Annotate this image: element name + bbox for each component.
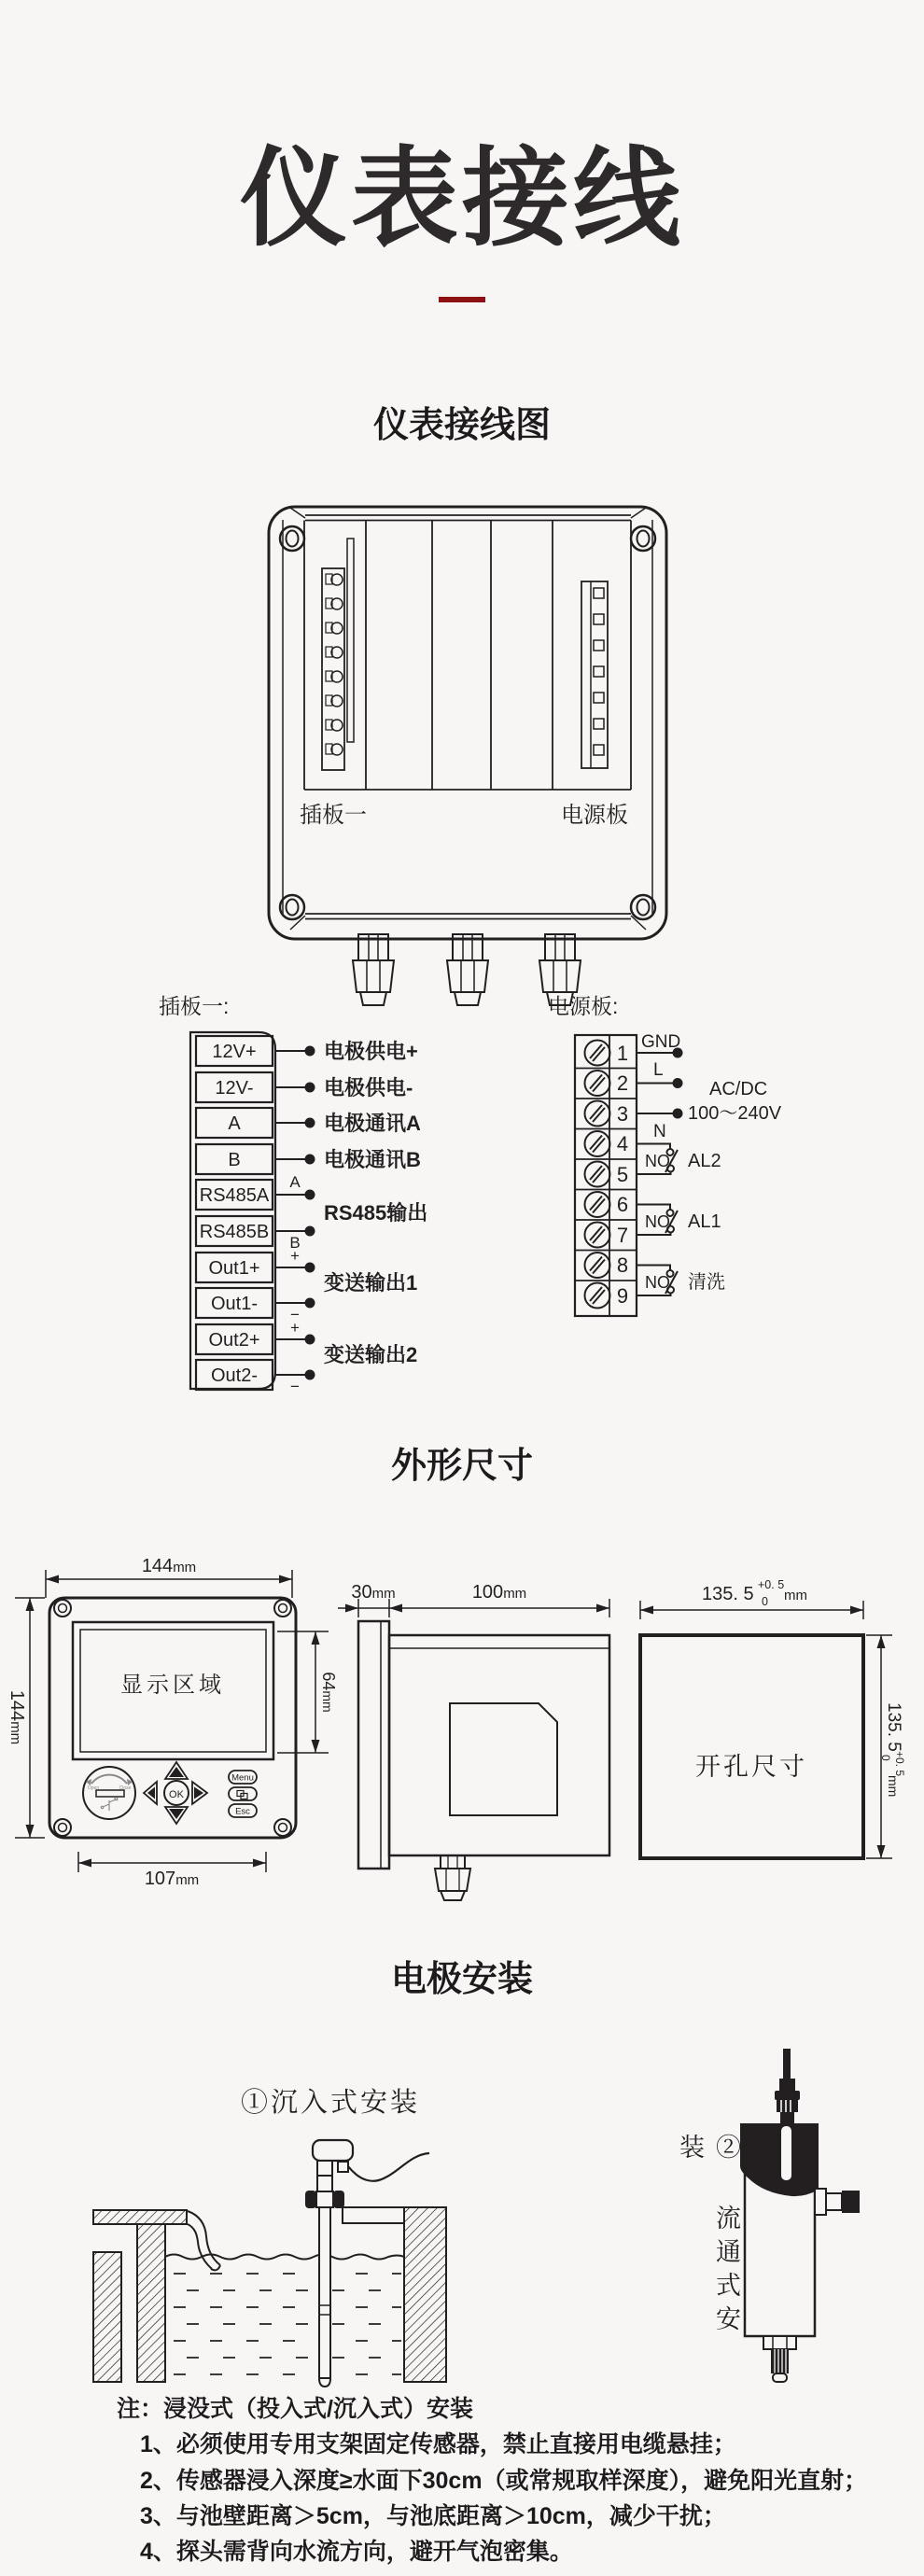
immersion-install-title: ①沉入式安装 [241,2086,421,2118]
wiring-box-diagram [252,499,681,1013]
svg-text:mm: mm [886,1775,901,1798]
inlet-pipe [188,2211,220,2270]
label-comm-a: 电极通讯A [324,1112,421,1135]
relay-clean [637,1266,725,1296]
bottom-width-dim: 107mm [144,1869,200,1889]
neutral-label: N [653,1122,666,1141]
menu-label: Menu [231,1772,254,1784]
svg-text:1: 1 [616,1042,629,1065]
power-board-terminal-strip [581,581,608,768]
cap-slot [781,2126,791,2180]
svg-text:7: 7 [616,1224,629,1247]
wire-marks [289,1173,301,1395]
tank-left-wall [137,2224,165,2382]
bezel-depth-dim: 30mm [351,1582,396,1603]
terminal-a: A [228,1113,241,1134]
display-area-label: 显示区域 [120,1672,225,1698]
dimensions-heading: 外形尺寸 [390,1447,533,1486]
dimension-drawings [0,1531,924,1904]
mark-a: A [289,1173,301,1191]
side-buttons [229,1771,257,1817]
cutout-label: 开孔尺寸 [695,1753,807,1782]
relay-label-clean: 清洗 [688,1272,725,1293]
mark-minus1: − [290,1306,300,1323]
label-out2: 变送输出2 [324,1343,418,1366]
sensor-rod [319,2207,330,2378]
mark-b: B [289,1234,301,1252]
cutout-width-dim: 135. 5 [702,1584,754,1604]
no-label: NO [645,1212,670,1231]
note-item: 4、探头需背向水流方向，避开气泡密集。 [140,2539,573,2565]
screw-icon [280,526,304,551]
tank-top-slab [93,2210,187,2224]
svg-text:2: 2 [616,1071,629,1095]
sensor-head [313,2140,353,2161]
power-board-terminal-diagram [523,989,924,1325]
sensor-bracket [343,2207,404,2223]
power-screws [585,1041,610,1309]
supply-label-1: AC/DC [709,1079,768,1099]
cable-connector [338,2162,348,2172]
relay-label-al2: AL2 [688,1151,721,1171]
relay-al2 [637,1144,721,1175]
note-item: 1、必须使用专用支架固定传感器，禁止直接用电缆悬挂； [140,2431,736,2458]
slot-card-label: 插板一 [300,803,367,828]
immersion-tank-drawing [93,2140,446,2387]
terminal-b: B [228,1150,241,1170]
installation-notes [0,2395,924,2567]
power-terminal-numbers [617,1042,628,1308]
label-rs485-out: RS485输出 [324,1201,428,1225]
notes-title: 注：浸没式（投入式/沉入式）安装 [117,2396,473,2422]
body-depth-dim: 100mm [471,1582,527,1603]
slot-card-terminal-diagram [112,989,485,1405]
electrode-install-heading: 电极安装 [390,1960,533,1999]
cutout-height-dim [879,1702,906,1797]
front-height-dim: 144mm [7,1689,27,1745]
relay-al1 [637,1205,721,1236]
flow-cell-drawing [740,2049,860,2382]
wiring-diagram-heading: 仪表接线图 [372,406,551,445]
svg-text:3: 3 [616,1102,629,1126]
power-board-label: 电源板 [561,803,628,828]
usb-dial-icon [83,1767,135,1819]
slot-card-terminal-strip [322,539,354,770]
page-icon [237,1791,247,1799]
mark-plus2: + [290,1319,300,1337]
sensor-clamp [316,2191,333,2207]
note-item: 2、传感器浸入深度≥水面下30cm（或常规取样深度），避免阳光直射； [140,2467,868,2494]
screw-icon [54,1600,291,1836]
note-item: 3、与池壁距离＞5cm，与池底距离＞10cm，减少干扰； [140,2502,726,2529]
mark-minus2: − [290,1378,300,1395]
power-wires [637,1048,683,1119]
gnd-label: GND [641,1032,681,1052]
mark-plus1: + [290,1247,300,1265]
panel-cutout [640,1578,906,1858]
cutout-unit: mm [784,1588,807,1603]
label-comm-b: 电极通讯B [324,1148,421,1171]
svg-text:4: 4 [616,1132,629,1155]
cable-gland-icon [435,1855,470,1900]
terminal-12v-plus: 12V+ [212,1042,257,1062]
page-title: 仪表接线 [239,139,684,259]
terminal-out1-plus: Out1+ [208,1258,260,1279]
sensor-cable [348,2153,429,2181]
water-dashes [174,2274,401,2374]
terminal-names [200,1042,270,1386]
svg-text:8: 8 [616,1253,629,1277]
svg-text:9: 9 [616,1284,629,1308]
power-board-diagram-title: 电源板: [548,994,619,1018]
connection-labels [324,1040,427,1366]
tank-outer-wall [93,2252,121,2382]
slot-card-diagram-title: 插板一: [159,994,230,1018]
usb-icon [101,1798,117,1811]
tank-right-wall [404,2207,446,2382]
svg-text:135. 5: 135. 5 [884,1702,903,1752]
clamp-tab [333,2191,344,2208]
terminal-rs485b: RS485B [199,1222,270,1242]
side-view [338,1582,609,1900]
relay-label-al1: AL1 [688,1211,721,1232]
label-out1: 变送输出1 [324,1271,418,1295]
no-label: NO [645,1152,670,1170]
nav-pad [144,1762,207,1824]
svg-text:+0. 5: +0. 5 [893,1751,906,1777]
bottom-fitting [763,2336,796,2382]
svg-text:0: 0 [879,1755,892,1761]
flow-cable [783,2049,791,2079]
flow-install-title: ② 流通式安装 [675,2134,740,2339]
cutout-tol-up: +0. 5 [758,1578,785,1591]
svg-text:5: 5 [616,1163,629,1186]
esc-label: Esc [235,1806,250,1817]
svg-text:6: 6 [616,1193,629,1216]
screw-icon [631,895,655,919]
screw-icon [280,895,304,919]
terminal-rs485a: RS485A [199,1185,270,1206]
close-label: Close [119,1785,132,1791]
terminal-out2-minus: Out2- [210,1365,259,1386]
clamp-tab [305,2191,316,2208]
installation-diagrams [0,2035,924,2394]
label-supply-plus: 电极供电+ [324,1040,418,1063]
ok-label: OK [169,1789,184,1800]
front-view [7,1556,338,1889]
screw-icon [631,526,655,551]
line-label: L [653,1060,664,1080]
supply-label-2: 100～240V [688,1103,782,1124]
terminal-out2-plus: Out2+ [208,1330,260,1351]
label-supply-minus: 电极供电- [324,1076,413,1099]
terminal-out1-minus: Out1- [210,1294,259,1314]
terminal-12v-minus: 12V- [215,1078,254,1099]
device-outline [269,507,666,939]
sensor-tip [319,2378,330,2387]
open-label: Open [87,1785,100,1791]
front-width-dim: 144mm [141,1556,197,1576]
display-height-dim: 64mm [319,1672,338,1713]
title-divider [439,297,485,302]
cutout-tol-dn: 0 [762,1595,768,1608]
side-port [815,2189,860,2215]
no-label: NO [645,1273,670,1292]
